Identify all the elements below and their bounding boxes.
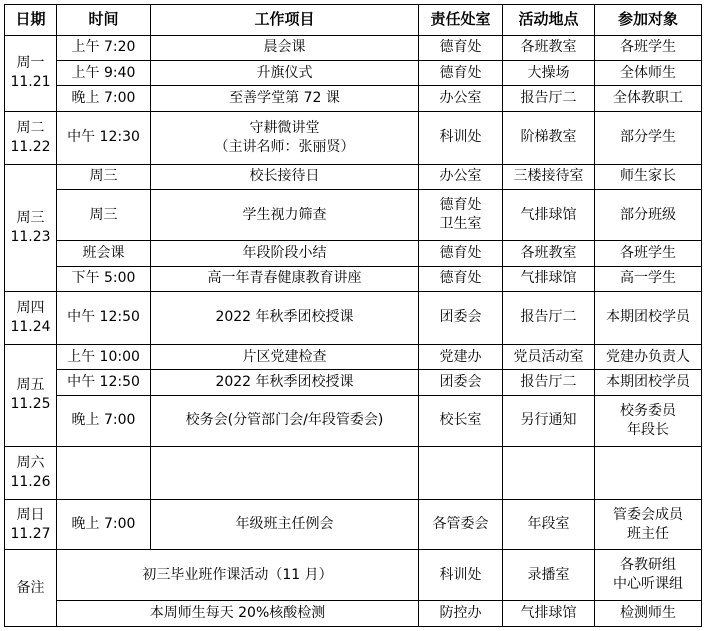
date-cell bbox=[5, 499, 57, 550]
date-label: 11.25 bbox=[10, 396, 51, 413]
dept-cell: 办公室 bbox=[419, 86, 503, 111]
dept-cell: 各管委会 bbox=[419, 499, 503, 550]
table-row bbox=[5, 190, 702, 241]
item-cell: 片区党建检查 bbox=[151, 344, 419, 369]
dept-line: 德育处 bbox=[439, 197, 482, 214]
target-cell: 检测师生 bbox=[595, 601, 702, 627]
header-item: 工作项目 bbox=[151, 5, 419, 36]
target-line: 管委会成员 bbox=[613, 506, 683, 523]
place-cell: 气排球馆 bbox=[503, 190, 595, 241]
place-cell: 气排球馆 bbox=[503, 601, 595, 627]
place-cell: 年段室 bbox=[503, 499, 595, 550]
time-cell: 周三 bbox=[57, 190, 151, 241]
table-row bbox=[5, 344, 702, 369]
target-cell: 全体教职工 bbox=[595, 86, 702, 111]
notes-item-cell: 初三毕业班作课活动（11 月） bbox=[57, 550, 419, 601]
table-row bbox=[5, 550, 702, 601]
day-label: 周三 bbox=[16, 209, 45, 226]
date-label: 11.21 bbox=[10, 74, 51, 91]
header-date: 日期 bbox=[5, 5, 57, 36]
table-row bbox=[5, 86, 702, 111]
place-cell: 录播室 bbox=[503, 550, 595, 601]
notes-item-cell: 本周师生每天 20%核酸检测 bbox=[57, 601, 419, 627]
time-cell bbox=[57, 446, 151, 499]
date-label: 11.27 bbox=[10, 525, 51, 542]
dept-cell: 德育处 bbox=[419, 35, 503, 60]
place-cell bbox=[503, 446, 595, 499]
table-row bbox=[5, 241, 702, 266]
target-cell: 高一学生 bbox=[595, 266, 702, 291]
target-cell: 各班学生 bbox=[595, 35, 702, 60]
time-cell: 上午 10:00 bbox=[57, 344, 151, 369]
time-cell: 中午 12:50 bbox=[57, 291, 151, 344]
date-cell bbox=[5, 344, 57, 446]
date-label: 11.24 bbox=[10, 318, 51, 335]
date-label: 11.26 bbox=[10, 473, 51, 490]
header-time: 时间 bbox=[57, 5, 151, 36]
item-cell: 高一年青春健康教育讲座 bbox=[151, 266, 419, 291]
time-cell: 晚上 7:00 bbox=[57, 86, 151, 111]
table-row bbox=[5, 370, 702, 395]
target-cell: 部分学生 bbox=[595, 111, 702, 164]
date-label: 11.23 bbox=[10, 228, 51, 245]
dept-cell: 校长室 bbox=[419, 395, 503, 446]
time-cell: 上午 9:40 bbox=[57, 60, 151, 85]
dept-cell: 团委会 bbox=[419, 291, 503, 344]
target-cell: 党建办负责人 bbox=[595, 344, 702, 369]
table-row bbox=[5, 446, 702, 499]
target-line: 中心听课组 bbox=[613, 576, 683, 593]
place-cell: 各班教室 bbox=[503, 35, 595, 60]
dept-cell: 德育处 bbox=[419, 241, 503, 266]
place-cell: 气排球馆 bbox=[503, 266, 595, 291]
dept-cell: 办公室 bbox=[419, 164, 503, 189]
time-cell: 中午 12:50 bbox=[57, 370, 151, 395]
item-cell: 晨会课 bbox=[151, 35, 419, 60]
dept-cell: 党建办 bbox=[419, 344, 503, 369]
item-cell bbox=[151, 446, 419, 499]
item-cell: 2022 年秋季团校授课 bbox=[151, 291, 419, 344]
item-cell: 年级班主任例会 bbox=[151, 499, 419, 550]
header-place: 活动地点 bbox=[503, 5, 595, 36]
header-dept: 责任处室 bbox=[419, 5, 503, 36]
item-cell: 至善学堂第 72 课 bbox=[151, 86, 419, 111]
item-cell: 年段阶段小结 bbox=[151, 241, 419, 266]
target-cell: 师生家长 bbox=[595, 164, 702, 189]
time-cell: 上午 7:20 bbox=[57, 35, 151, 60]
table-row bbox=[5, 164, 702, 189]
dept-cell: 德育处 bbox=[419, 266, 503, 291]
item-cell: 学生视力筛查 bbox=[151, 190, 419, 241]
day-label: 周六 bbox=[16, 454, 45, 471]
place-cell: 各班教室 bbox=[503, 241, 595, 266]
time-cell: 下午 5:00 bbox=[57, 266, 151, 291]
date-cell bbox=[5, 291, 57, 344]
dept-cell: 德育处 bbox=[419, 60, 503, 85]
place-cell: 另行通知 bbox=[503, 395, 595, 446]
dept-cell: 团委会 bbox=[419, 370, 503, 395]
day-label: 周二 bbox=[16, 119, 45, 136]
place-cell: 报告厅二 bbox=[503, 291, 595, 344]
item-cell: 2022 年秋季团校授课 bbox=[151, 370, 419, 395]
date-cell bbox=[5, 164, 57, 291]
target-cell: 全体师生 bbox=[595, 60, 702, 85]
time-cell: 晚上 7:00 bbox=[57, 499, 151, 550]
dept-cell bbox=[419, 190, 503, 241]
place-cell: 三楼接待室 bbox=[503, 164, 595, 189]
time-cell: 周三 bbox=[57, 164, 151, 189]
day-label: 周日 bbox=[16, 506, 45, 523]
date-cell bbox=[5, 111, 57, 164]
item-cell bbox=[151, 111, 419, 164]
item-cell: 校务会(分管部门会/年段管委会) bbox=[151, 395, 419, 446]
table-row bbox=[5, 35, 702, 60]
target-cell: 本期团校学员 bbox=[595, 370, 702, 395]
item-cell: 校长接待日 bbox=[151, 164, 419, 189]
date-label: 11.22 bbox=[10, 138, 51, 155]
day-label: 周四 bbox=[16, 299, 45, 316]
dept-cell: 防控办 bbox=[419, 601, 503, 627]
table-row bbox=[5, 111, 702, 164]
table-row bbox=[5, 601, 702, 627]
place-cell: 报告厅二 bbox=[503, 370, 595, 395]
weekly-schedule-table bbox=[4, 4, 702, 627]
place-cell: 阶梯教室 bbox=[503, 111, 595, 164]
target-line: 班主任 bbox=[627, 525, 669, 542]
dept-cell: 科训处 bbox=[419, 550, 503, 601]
header-row bbox=[5, 5, 702, 36]
table-row bbox=[5, 499, 702, 550]
item-line: （主讲名师：张丽贤） bbox=[214, 138, 355, 155]
time-cell: 中午 12:30 bbox=[57, 111, 151, 164]
place-cell: 党员活动室 bbox=[503, 344, 595, 369]
date-cell bbox=[5, 446, 57, 499]
header-target: 参加对象 bbox=[595, 5, 702, 36]
table-row bbox=[5, 395, 702, 446]
target-cell: 各班学生 bbox=[595, 241, 702, 266]
target-cell: 本期团校学员 bbox=[595, 291, 702, 344]
notes-label: 备注 bbox=[5, 550, 57, 627]
date-cell bbox=[5, 35, 57, 111]
table-row bbox=[5, 291, 702, 344]
time-cell: 晚上 7:00 bbox=[57, 395, 151, 446]
target-line: 各教研组 bbox=[620, 557, 676, 574]
target-cell bbox=[595, 550, 702, 601]
day-label: 周五 bbox=[16, 377, 45, 394]
dept-cell: 科训处 bbox=[419, 111, 503, 164]
day-label: 周一 bbox=[16, 55, 45, 72]
table-row bbox=[5, 60, 702, 85]
target-cell bbox=[595, 395, 702, 446]
target-cell bbox=[595, 499, 702, 550]
dept-line: 卫生室 bbox=[439, 216, 482, 233]
target-line: 校务委员 bbox=[620, 402, 676, 419]
target-cell: 部分班级 bbox=[595, 190, 702, 241]
target-line: 年段长 bbox=[627, 421, 669, 438]
dept-cell bbox=[419, 446, 503, 499]
place-cell: 报告厅二 bbox=[503, 86, 595, 111]
time-cell: 班会课 bbox=[57, 241, 151, 266]
item-cell: 升旗仪式 bbox=[151, 60, 419, 85]
item-line: 守耕微讲堂 bbox=[249, 119, 320, 136]
target-cell bbox=[595, 446, 702, 499]
table-row bbox=[5, 266, 702, 291]
place-cell: 大操场 bbox=[503, 60, 595, 85]
